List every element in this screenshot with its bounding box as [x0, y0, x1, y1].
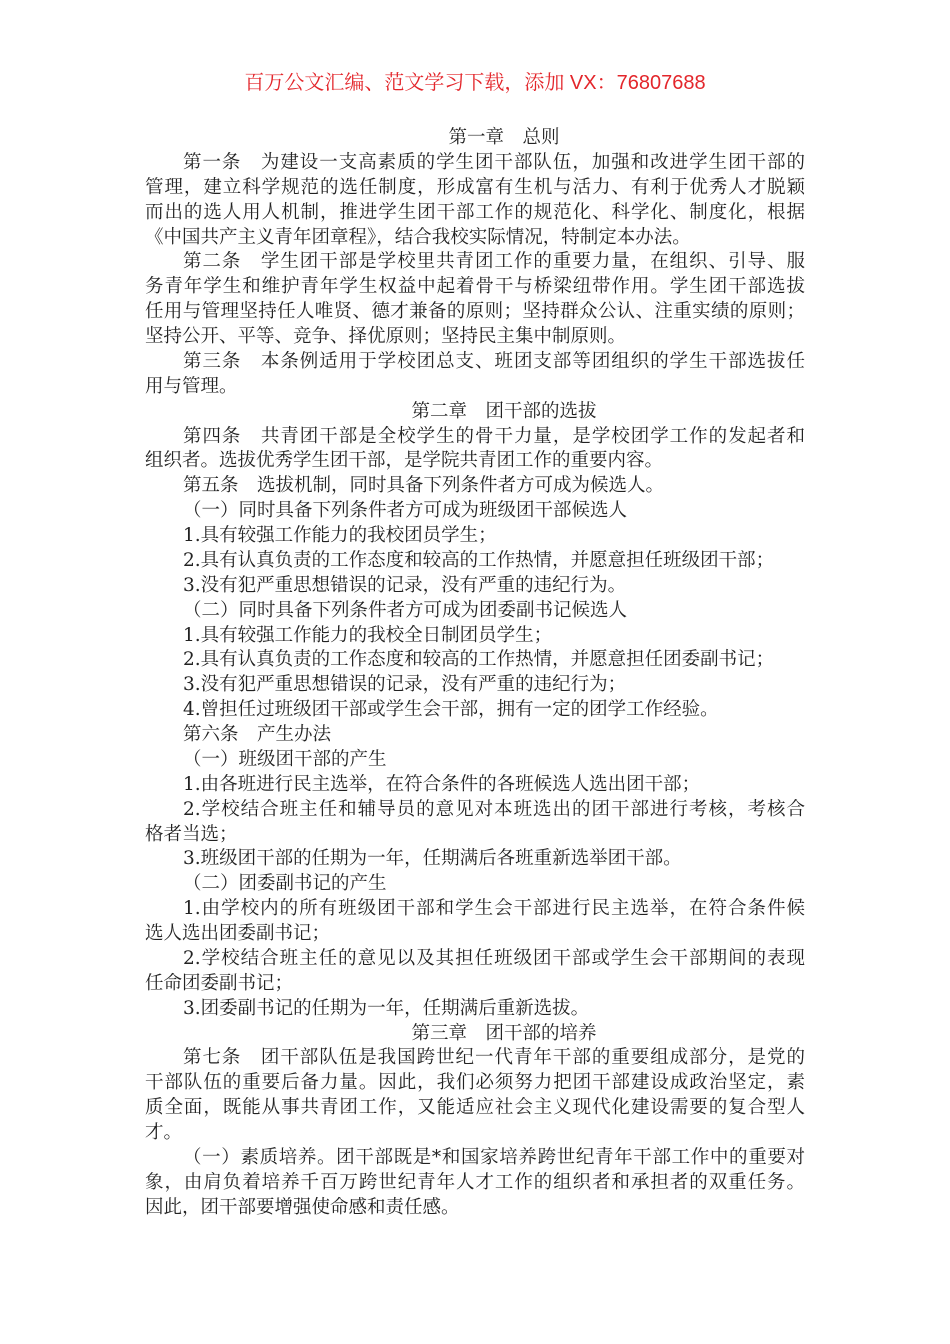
- text-line: 第二条 学生团干部是学校里共青团工作的重要力量，在组织、引导、服: [183, 251, 805, 273]
- text-line: 4.曾担任过班级团干部或学生会干部，拥有一定的团学工作经验。: [183, 699, 719, 721]
- text-line: 《中国共产主义青年团章程》，结合我校实际情况，特制定本办法。: [145, 226, 691, 248]
- chapter-heading: 第二章 团干部的选拔: [411, 400, 597, 422]
- text-line: 务青年学生和维护青年学生权益中起着骨干与桥梁纽带作用。学生团干部选拔: [145, 276, 805, 298]
- download-banner: 百万公文汇编、范文学习下载，添加 VX：76807688: [244, 72, 706, 94]
- text-line: （一）班级团干部的产生: [183, 748, 387, 770]
- text-line: 而出的选人用人机制，推进学生团干部工作的规范化、科学化、制度化，根据: [145, 201, 805, 223]
- text-line: 第六条 产生办法: [183, 724, 332, 745]
- text-line: （一）同时具备下列条件者方可成为班级团干部候选人: [183, 500, 628, 522]
- document-body: [145, 126, 805, 1221]
- text-line: 第四条 共青团干部是全校学生的骨干力量，是学校团学工作的发起者和: [183, 425, 805, 447]
- text-line: 3.没有犯严重思想错误的记录，没有严重的违纪行为；: [183, 674, 627, 696]
- text-line: 任用与管理坚持任人唯贤、德才兼备的原则；坚持群众公认、注重实绩的原则；: [145, 301, 805, 323]
- text-line: 1.具有较强工作能力的我校全日制团员学生；: [183, 624, 553, 646]
- text-line: 坚持公开、平等、竞争、择优原则；坚持民主集中制原则。: [145, 326, 627, 347]
- text-line: 质全面，既能从事共青团工作，又能适应社会主义现代化建设需要的复合型人: [145, 1097, 805, 1119]
- text-line: 格者当选；: [145, 823, 238, 845]
- text-line: 任命团委副书记；: [145, 972, 294, 994]
- text-line: 1.由学校内的所有班级团干部和学生会干部进行民主选举，在符合条件候: [183, 898, 805, 920]
- text-line: 组织者。选拔优秀学生团干部，是学院共青团工作的重要内容。: [145, 450, 664, 472]
- text-line: （一）素质培养。团干部既是*和国家培养跨世纪青年干部工作中的重要对: [183, 1146, 805, 1168]
- text-line: 因此，团干部要增强使命感和责任感。: [145, 1196, 460, 1218]
- text-line: 第一条 为建设一支高素质的学生团干部队伍，加强和改进学生团干部的: [183, 151, 805, 173]
- text-line: 2.学校结合班主任的意见以及其担任班级团干部或学生会干部期间的表现: [183, 947, 805, 969]
- chapter-heading: 第三章 团干部的培养: [411, 1022, 597, 1044]
- text-line: 才。: [145, 1122, 183, 1143]
- text-line: 第七条 团干部队伍是我国跨世纪一代青年干部的重要组成部分，是党的: [183, 1047, 805, 1069]
- text-line: 选人选出团委副书记；: [145, 923, 331, 944]
- text-line: 干部队伍的重要后备力量。因此，我们必须努力把团干部建设成政治坚定，素: [145, 1072, 805, 1094]
- text-line: 3.班级团干部的任期为一年，任期满后各班重新选举团干部。: [183, 848, 682, 870]
- text-line: 2.具有认真负责的工作态度和较高的工作热情，并愿意担任团委副书记；: [183, 649, 775, 671]
- text-line: 象，由肩负着培养千百万跨世纪青年人才工作的组织者和承担者的双重任务。: [145, 1171, 805, 1193]
- text-line: （二）团委副书记的产生: [183, 873, 387, 895]
- text-line: 管理，建立科学规范的选任制度，形成富有生机与活力、有利于优秀人才脱颖: [145, 176, 805, 198]
- text-line: 3.团委副书记的任期为一年，任期满后重新选拔。: [183, 997, 590, 1019]
- text-line: 2.学校结合班主任和辅导员的意见对本班选出的团干部进行考核，考核合: [183, 798, 805, 820]
- text-line: 1.具有较强工作能力的我校团员学生；: [183, 525, 497, 546]
- text-line: 用与管理。: [145, 375, 238, 397]
- text-line: 第五条 选拔机制，同时具备下列条件者方可成为候选人。: [183, 475, 665, 497]
- text-line: 3.没有犯严重思想错误的记录，没有严重的违纪行为。: [183, 574, 627, 596]
- text-line: 第三条 本条例适用于学校团总支、班团支部等团组织的学生干部选拔任: [183, 350, 805, 372]
- text-line: （二）同时具备下列条件者方可成为团委副书记候选人: [183, 599, 628, 621]
- chapter-heading: 第一章 总则: [448, 127, 560, 148]
- text-line: 2.具有认真负责的工作态度和较高的工作热情，并愿意担任班级团干部；: [183, 549, 775, 571]
- text-line: 1.由各班进行民主选举，在符合条件的各班候选人选出团干部；: [183, 773, 701, 795]
